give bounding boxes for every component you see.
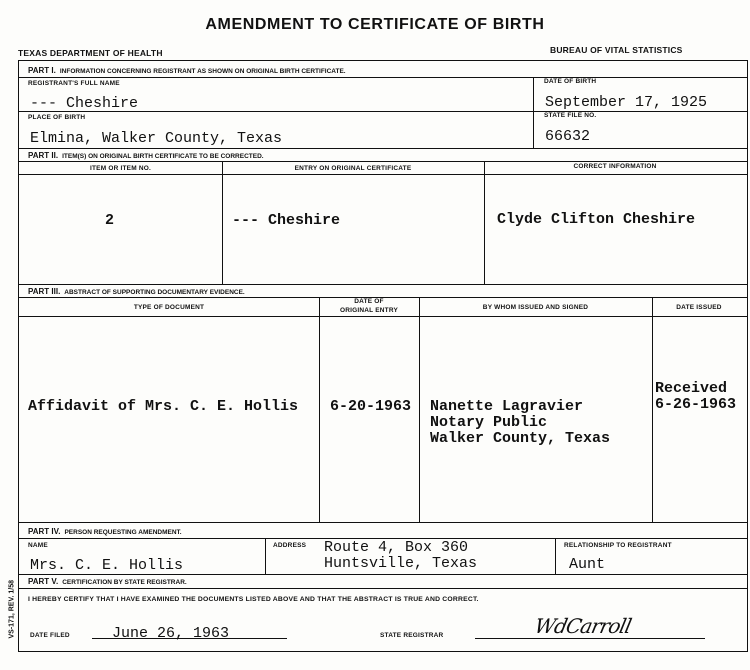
registrar-underline xyxy=(475,638,705,639)
col-date-entry-header-1: DATE OF xyxy=(354,298,384,305)
file-no-value: 66632 xyxy=(545,128,591,145)
pob-value: Elmina, Walker County, Texas xyxy=(30,130,283,147)
divider xyxy=(555,538,556,574)
part4-heading xyxy=(28,527,182,536)
part2-label: PART II. xyxy=(28,151,59,160)
date-filed-underline xyxy=(92,638,287,639)
original-entry: --- Cheshire xyxy=(232,212,341,229)
col-date-issued-header: DATE ISSUED xyxy=(676,304,722,311)
divider xyxy=(19,174,747,175)
col-type-header: TYPE OF DOCUMENT xyxy=(133,304,205,311)
divider xyxy=(419,297,420,522)
part5-label: PART V. xyxy=(28,577,59,586)
full-name-value: --- Cheshire xyxy=(30,95,139,112)
col-correct-header: CORRECT INFORMATION xyxy=(573,163,657,170)
state-registrar-label: STATE REGISTRAR xyxy=(380,632,444,639)
requester-address-line1: Route 4, Box 360 xyxy=(324,539,469,556)
certification-text: I HEREBY CERTIFY THAT I HAVE EXAMINED THE DOCUMENTS LISTED ABOVE AND THAT THE ABSTRACT IS TRUE AND CORRECT. xyxy=(28,596,479,603)
divider xyxy=(484,161,485,284)
col-date-entry-header-2: ORIGINAL ENTRY xyxy=(339,307,399,314)
date-filed-label: DATE FILED xyxy=(30,632,70,639)
part3-subheading: ABSTRACT OF SUPPORTING DOCUMENTARY EVIDENCE. xyxy=(64,289,245,296)
dob-value: September 17, 1925 xyxy=(545,94,708,111)
part3-heading xyxy=(28,287,245,296)
part4-subheading: PERSON REQUESTING AMENDMENT. xyxy=(64,529,182,536)
part2-subheading: ITEM(S) ON ORIGINAL BIRTH CERTIFICATE TO BE CORRECTED. xyxy=(62,153,264,160)
document-type: Affidavit of Mrs. C. E. Hollis xyxy=(28,398,299,415)
requester-address-line2: Huntsville, Texas xyxy=(324,555,478,572)
registrar-signature: WdCarroll xyxy=(532,614,634,638)
issuer-title: Notary Public xyxy=(430,414,548,431)
divider xyxy=(19,284,747,285)
pob-label: PLACE OF BIRTH xyxy=(28,114,86,121)
divider xyxy=(19,588,747,589)
document-title: AMENDMENT TO CERTIFICATE OF BIRTH xyxy=(205,16,545,33)
part3-label: PART III. xyxy=(28,287,61,296)
item-number: 2 xyxy=(105,212,115,229)
part5-heading xyxy=(28,577,187,586)
date-original-entry: 6-20-1963 xyxy=(330,398,412,415)
full-name-label: REGISTRANT'S FULL NAME xyxy=(28,80,120,87)
col-item-header: ITEM OR ITEM NO. xyxy=(90,165,151,172)
requester-address-label: ADDRESS xyxy=(273,542,307,549)
divider xyxy=(319,297,320,522)
form-number: VS-171, REV. 1/58 xyxy=(8,579,16,639)
file-no-label: STATE FILE NO. xyxy=(544,112,597,119)
divider xyxy=(19,161,747,162)
requester-name-value: Mrs. C. E. Hollis xyxy=(30,557,184,574)
divider xyxy=(265,538,266,574)
divider xyxy=(222,161,223,284)
date-filed-value: June 26, 1963 xyxy=(112,625,230,642)
dob-label: DATE OF BIRTH xyxy=(544,78,597,85)
relationship-label: RELATIONSHIP TO REGISTRANT xyxy=(564,542,672,549)
col-issued-by-header: BY WHOM ISSUED AND SIGNED xyxy=(482,304,589,311)
issuer-name: Nanette Lagravier xyxy=(430,398,584,415)
relationship-value: Aunt xyxy=(569,556,606,573)
divider xyxy=(19,148,747,149)
department-name: TEXAS DEPARTMENT OF HEALTH xyxy=(18,48,163,58)
issuer-county: Walker County, Texas xyxy=(430,430,611,447)
divider xyxy=(19,316,747,317)
requester-name-label: NAME xyxy=(28,542,48,549)
bureau-name: BUREAU OF VITAL STATISTICS xyxy=(550,45,683,55)
divider xyxy=(19,574,747,575)
part1-heading xyxy=(28,66,346,75)
divider xyxy=(19,77,747,78)
part5-subheading: CERTIFICATION BY STATE REGISTRAR. xyxy=(62,579,187,586)
part1-subheading: INFORMATION CONCERNING REGISTRANT AS SHOWN ON ORIGINAL BIRTH CERTIFICATE. xyxy=(59,68,346,75)
divider xyxy=(533,77,534,148)
date-issued-value: 6-26-1963 xyxy=(655,396,737,413)
date-issued-received: Received xyxy=(655,380,728,397)
part2-heading xyxy=(28,151,264,160)
divider xyxy=(19,522,747,523)
part1-label: PART I. xyxy=(28,66,56,75)
correct-information: Clyde Clifton Cheshire xyxy=(497,211,696,228)
divider xyxy=(652,297,653,522)
col-entry-header: ENTRY ON ORIGINAL CERTIFICATE xyxy=(294,165,412,172)
divider xyxy=(19,111,747,112)
part4-label: PART IV. xyxy=(28,527,61,536)
